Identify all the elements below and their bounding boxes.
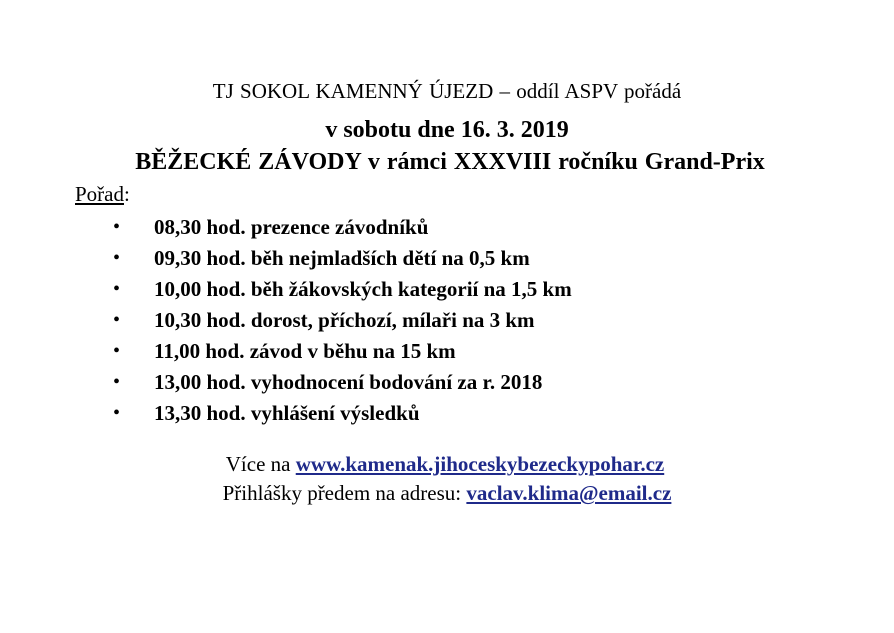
bullet-icon: • xyxy=(113,247,121,269)
schedule-item-text: 13,00 hod. vyhodnocení bodování za r. 2018 xyxy=(154,370,543,394)
event-date: v sobotu dne 16. 3. 2019 xyxy=(325,117,569,143)
schedule-item-text: 10,00 hod. běh žákovských kategorií na 1,5 km xyxy=(154,277,572,301)
bullet-icon: • xyxy=(113,371,121,393)
event-title: BĚŽECKÉ ZÁVODY v rámci XXXVIII ročníku Grand-Prix xyxy=(135,149,765,175)
more-info-prefix: Více na xyxy=(225,452,296,476)
bullet-icon: • xyxy=(113,340,121,362)
registration-line xyxy=(0,481,894,506)
schedule-item-text: 08,30 hod. prezence závodníků xyxy=(154,215,429,239)
schedule-item-text: 11,00 hod. závod v běhu na 15 km xyxy=(154,339,456,363)
bullet-icon: • xyxy=(113,309,121,331)
more-info-line xyxy=(0,452,892,477)
schedule-item-text: 10,30 hod. dorost, příchozí, mílaři na 3 km xyxy=(154,308,535,332)
bullet-icon: • xyxy=(113,216,121,238)
program-label-text: Pořad xyxy=(75,182,124,206)
organizer-line: TJ SOKOL KAMENNÝ ÚJEZD – oddíl ASPV pořádá xyxy=(212,79,682,103)
schedule-item-text: 09,30 hod. běh nejmladších dětí na 0,5 km xyxy=(154,246,530,270)
email-link[interactable]: vaclav.klima@email.cz xyxy=(466,481,672,505)
bullet-icon: • xyxy=(113,402,121,424)
program-label-colon: : xyxy=(124,182,130,206)
registration-prefix: Přihlášky předem na adresu: xyxy=(222,481,467,505)
schedule-item-text: 13,30 hod. vyhlášení výsledků xyxy=(154,401,420,425)
website-link[interactable]: www.kamenak.jihoceskybezeckypohar.cz xyxy=(295,452,665,476)
bullet-icon: • xyxy=(113,278,121,300)
program-label xyxy=(75,182,130,207)
